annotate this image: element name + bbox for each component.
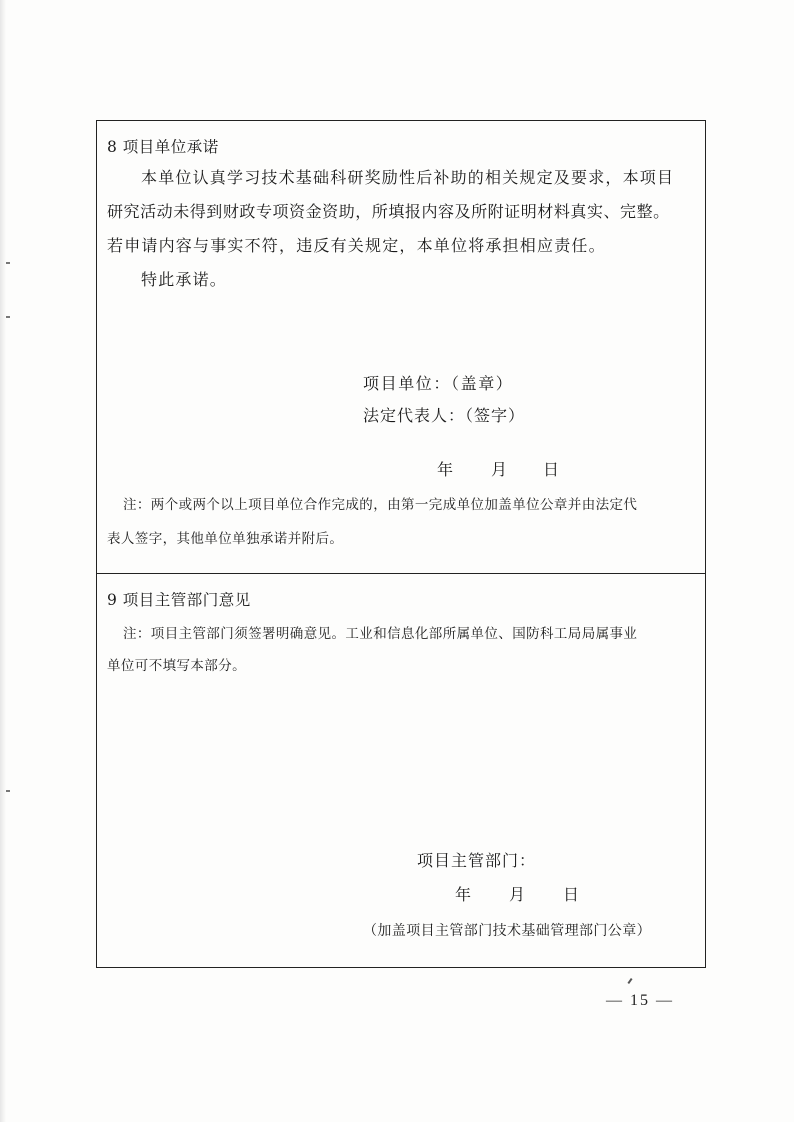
paragraph-line-1: 本单位认真学习技术基础科研奖励性后补助的相关规定及要求，本项目 [141,168,675,187]
paragraph-line-2: 研究活动未得到财政专项资金资助，所填报内容及所附证明材料真实、完整。 [107,202,670,221]
binding-mark [6,316,10,318]
section-8-note-line-2: 表人签字，其他单位单独承诺并附后。 [107,531,344,547]
binding-mark [6,262,10,264]
dept-stamp-note: （加盖项目主管部门技术基础管理部门公章） [363,923,651,939]
commitment-form-table [96,120,706,968]
binding-mark [6,790,10,792]
section-9-dept-opinion [97,574,705,967]
dept-date-month-label: 月 [509,885,527,904]
section-9-heading: 9 项目主管部门意见 [107,591,251,609]
unit-stamp-label: 项目单位：（盖章） [363,374,514,393]
section-8-unit-commitment [97,121,705,574]
date-year-label: 年 [437,460,455,479]
date-month-label: 月 [491,460,509,479]
dept-date-day-label: 日 [563,885,581,904]
page-number: — 15 — [606,992,674,1009]
section-9-note-line-2: 单位可不填写本部分。 [107,658,246,674]
dept-date-year-label: 年 [455,885,473,904]
date-day-label: 日 [543,460,561,479]
scan-mark [627,978,632,984]
section-9-note-line-1: 注：项目主管部门须签署明确意见。工业和信息化部所属单位、国防科工局局属事业 [123,626,638,642]
paragraph-line-4: 特此承诺。 [141,270,228,289]
dept-label: 项目主管部门： [417,851,537,870]
section-8-note-line-1: 注：两个或两个以上项目单位合作完成的，由第一完成单位加盖单位公章并由法定代 [123,497,638,513]
scan-page-edge [0,0,6,1122]
legal-rep-sign-label: 法定代表人：（签字） [363,406,526,425]
paragraph-line-3: 若申请内容与事实不符，违反有关规定，本单位将承担相应责任。 [107,236,606,255]
section-8-heading: 8 项目单位承诺 [107,138,219,156]
